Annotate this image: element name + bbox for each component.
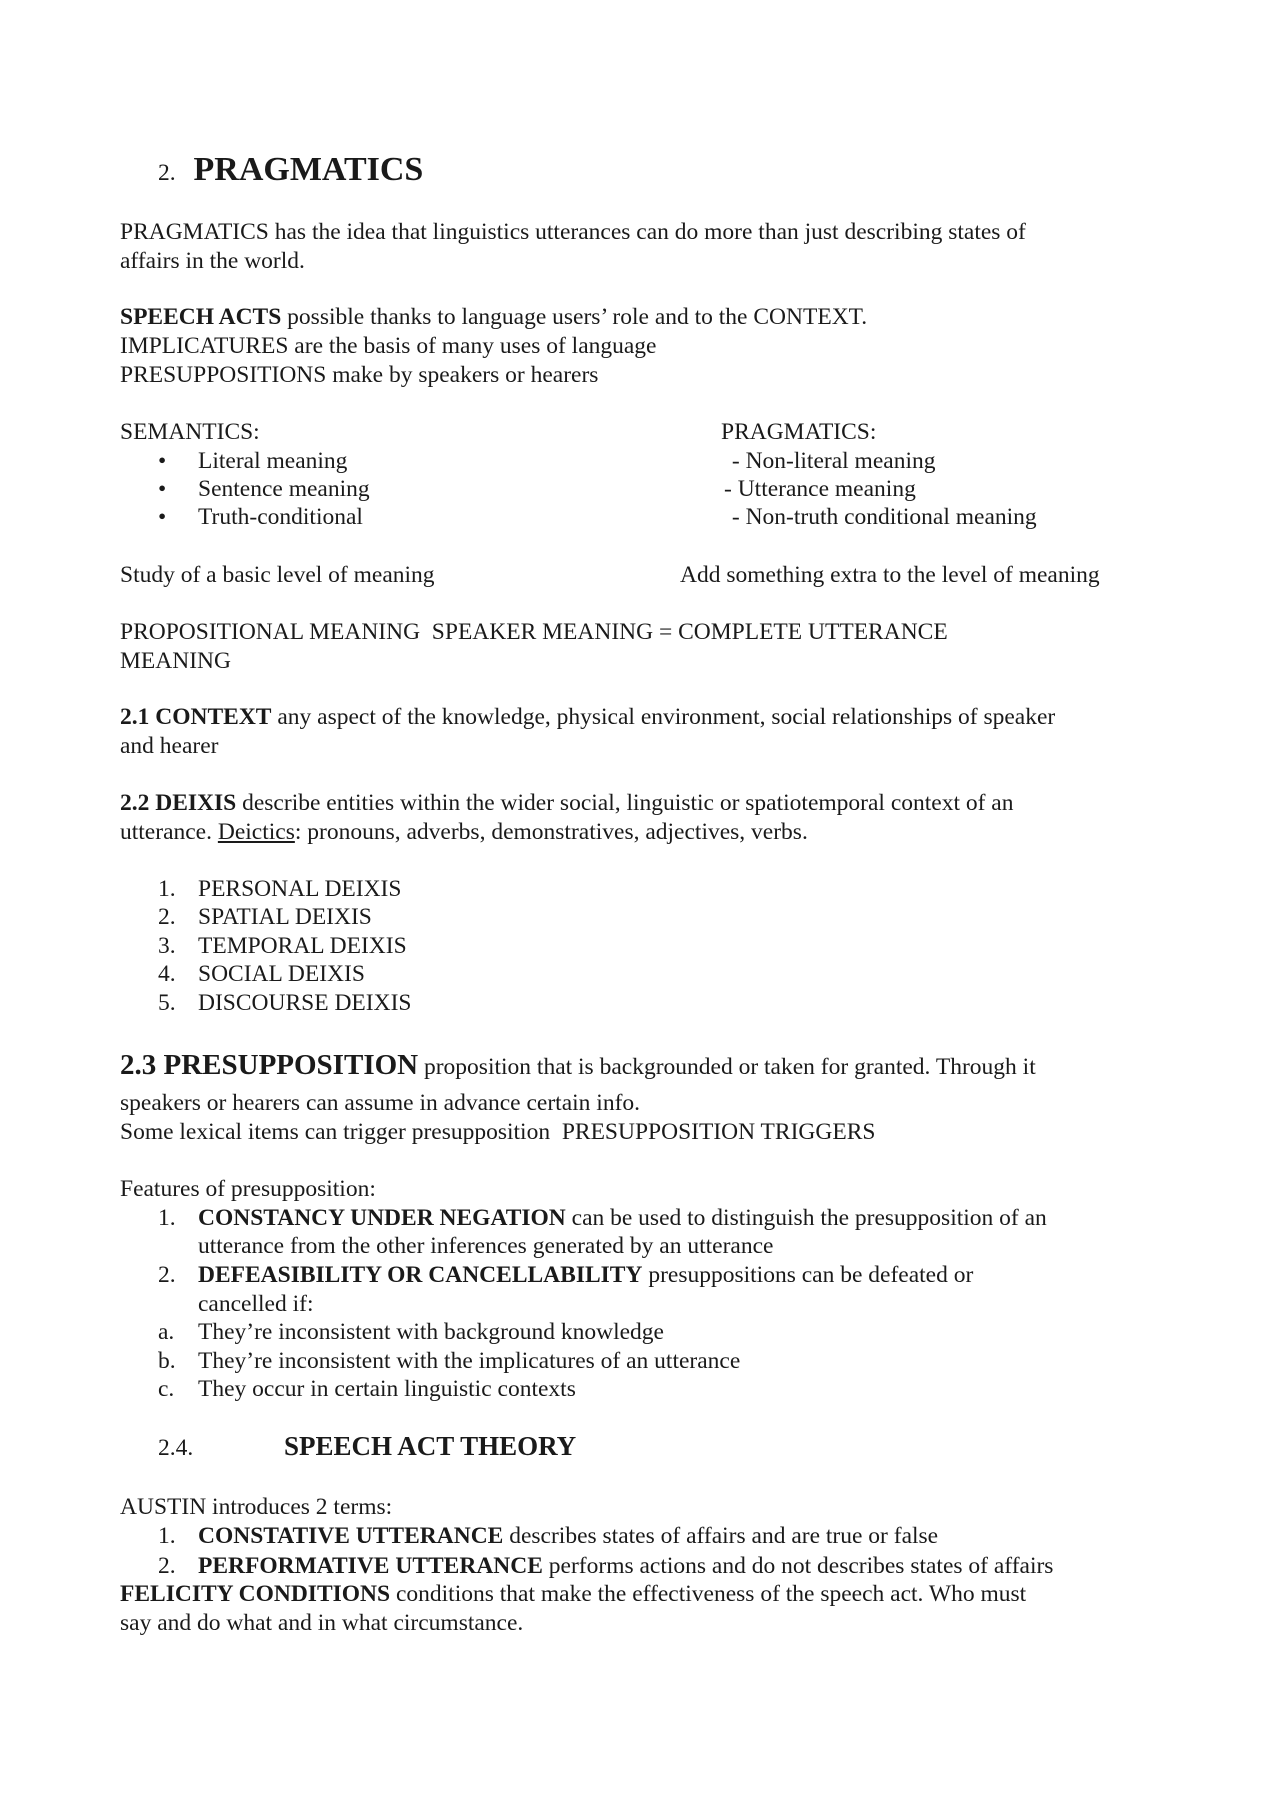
performative-line [198,1552,1053,1581]
deixis-type: SOCIAL DEIXIS [198,961,365,987]
feature-1-line-2: utterance from the other inferences generated by an utterance [198,1233,774,1259]
presuppositions-line: PRESUPPOSITIONS make by speakers or hearers [120,362,599,388]
bullet-icon: • [158,448,167,474]
constative-text: describes states of affairs and are true or false [503,1523,939,1549]
pragmatics-item: - Non-truth conditional meaning [726,504,1037,530]
features-title: Features of presupposition: [120,1176,376,1202]
deixis-type: PERSONAL DEIXIS [198,876,402,902]
austin-line: AUSTIN introduces 2 terms: [120,1494,393,1520]
pragmatics-summary: Add something extra to the level of meaning [680,562,1100,588]
presupposition-text: proposition that is backgrounded or taken for granted. Through it [418,1054,1036,1080]
list-number: 2. [158,1553,176,1579]
condition-item: They’re inconsistent with background knowledge [198,1319,664,1345]
speech-act-number: 2.4. [158,1435,194,1461]
felicity-term: FELICITY CONDITIONS [120,1581,391,1607]
context-line-1 [120,703,1055,732]
deixis-text-post: : pronouns, adverbs, demonstratives, adjectives, verbs. [294,819,808,845]
feature-1-term: CONSTANCY UNDER NEGATION [198,1205,566,1231]
list-number: 3. [158,933,176,959]
deixis-type: TEMPORAL DEIXIS [198,933,407,959]
presupposition-term: 2.3 PRESUPPOSITION [120,1049,419,1081]
felicity-text: conditions that make the effectiveness of the speech act. Who must [390,1581,1027,1607]
context-text: any aspect of the knowledge, physical environment, social relationships of speaker [271,704,1056,730]
intro-line-2: affairs in the world. [120,248,305,274]
feature-2-line-1 [198,1261,973,1290]
semantics-title: SEMANTICS: [120,419,260,445]
feature-1-line-1 [198,1204,1047,1233]
intro-line-1: PRAGMATICS has the idea that linguistics utterances can do more than just describing states of [120,219,1026,245]
section-heading [158,151,424,188]
context-line-2: and hearer [120,733,219,759]
constative-term: CONSTATIVE UTTERANCE [198,1523,504,1549]
bullet-icon: • [158,504,167,530]
condition-item: They occur in certain linguistic contexts [198,1376,576,1402]
deixis-line-1 [120,789,1014,818]
list-number: 5. [158,990,176,1016]
presupposition-line-3: Some lexical items can trigger presupposition PRESUPPOSITION TRIGGERS [120,1119,876,1145]
felicity-line-2: say and do what and in what circumstance. [120,1610,524,1636]
list-letter: a. [158,1319,175,1345]
feature-2-line-2: cancelled if: [198,1291,314,1317]
list-letter: c. [158,1376,175,1402]
pragmatics-title: PRAGMATICS: [721,419,877,445]
section-number: 2. [158,160,176,186]
feature-2-term: DEFEASIBILITY OR CANCELLABILITY [198,1262,643,1288]
speech-acts-term: SPEECH ACTS [120,304,282,330]
feature-2-text: presuppositions can be defeated or [642,1262,974,1288]
semantics-item: Sentence meaning [198,476,370,502]
constative-line [198,1522,938,1551]
performative-text: performs actions and do not describes states of affairs [542,1553,1054,1579]
deixis-type: SPATIAL DEIXIS [198,904,372,930]
pragmatics-item: - Utterance meaning [724,476,916,502]
deixis-type: DISCOURSE DEIXIS [198,990,412,1016]
semantics-item: Truth-conditional [198,504,363,530]
section-title: PRAGMATICS [193,151,424,188]
implicatures-line: IMPLICATURES are the basis of many uses of language [120,333,657,359]
condition-item: They’re inconsistent with the implicatures of an utterance [198,1348,741,1374]
feature-1-text: can be used to distinguish the presupposition of an [565,1205,1047,1231]
bullet-icon: • [158,476,167,502]
context-term: 2.1 CONTEXT [120,704,272,730]
deixis-line-2 [120,818,808,847]
semantics-summary: Study of a basic level of meaning [120,562,435,588]
deixis-text-pre: utterance. [120,819,218,845]
list-number: 1. [158,1523,176,1549]
deixis-text: describe entities within the wider social, linguistic or spatiotemporal context of an [236,790,1014,816]
list-number: 1. [158,1205,176,1231]
speech-act-title: SPEECH ACT THEORY [284,1431,577,1461]
propositional-line-1: PROPOSITIONAL MEANING SPEAKER MEANING = COMPLETE UTTERANCE [120,619,948,645]
felicity-line-1 [120,1580,1026,1609]
presupposition-line-2: speakers or hearers can assume in advance certain info. [120,1090,641,1116]
list-number: 4. [158,961,176,987]
list-number: 2. [158,904,176,930]
pragmatics-item: - Non-literal meaning [726,448,936,474]
list-letter: b. [158,1348,176,1374]
performative-term: PERFORMATIVE UTTERANCE [198,1553,543,1579]
semantics-item: Literal meaning [198,448,348,474]
speech-acts-text: possible thanks to language users’ role and to the CONTEXT. [281,304,868,330]
list-number: 2. [158,1262,176,1288]
deixis-term: 2.2 DEIXIS [120,790,237,816]
speech-acts-line [120,303,867,332]
propositional-line-2: MEANING [120,648,231,674]
presupposition-line-1 [120,1048,1036,1084]
deictics-term: Deictics [217,819,295,845]
list-number: 1. [158,876,176,902]
